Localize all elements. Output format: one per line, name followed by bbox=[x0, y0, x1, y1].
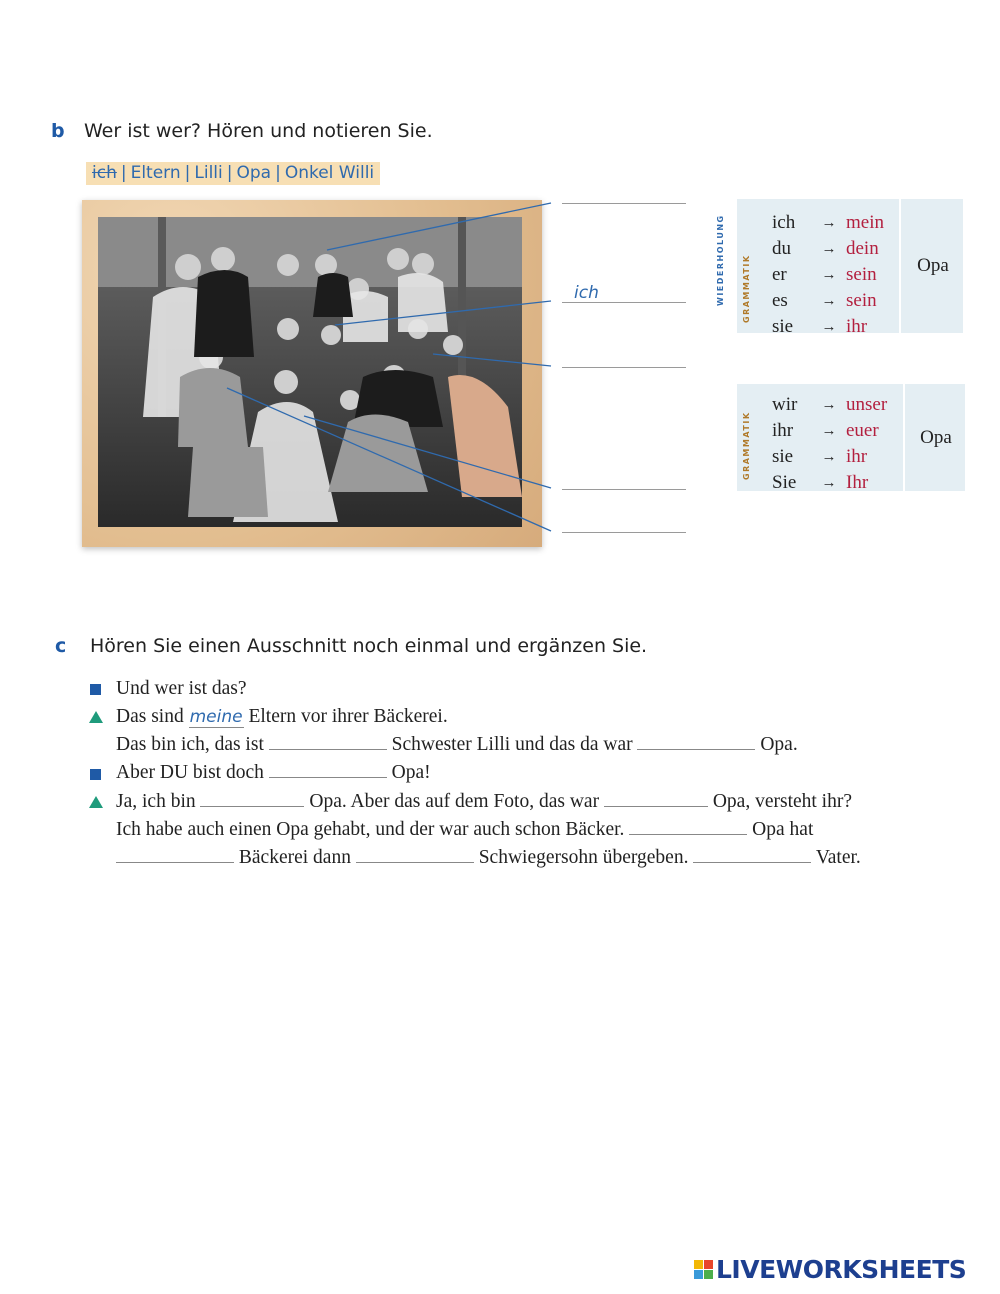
word-bank-item: Opa bbox=[236, 163, 272, 183]
grammar-row: ihr → euer bbox=[772, 420, 879, 441]
grammar-row: es → sein bbox=[772, 290, 877, 311]
dialog-line: Und wer ist das? bbox=[116, 678, 247, 699]
dialog-line: Ja, ich bin Opa. Aber das auf dem Foto, das war Opa, versteht ihr? bbox=[116, 788, 852, 816]
pointer-line bbox=[327, 203, 551, 250]
fill-blank[interactable] bbox=[693, 844, 811, 863]
word-bank-item: Eltern bbox=[130, 163, 181, 183]
dialog-line: Das bin ich, das ist Schwester Lilli und das da war Opa. bbox=[116, 731, 798, 759]
fill-blank[interactable] bbox=[269, 759, 387, 778]
logo-icon bbox=[694, 1260, 713, 1279]
fill-blank[interactable] bbox=[629, 816, 747, 835]
dialog-line: Ich habe auch einen Opa gehabt, und der war auch schon Bäcker. Opa hat bbox=[116, 816, 813, 844]
grammar-row: er → sein bbox=[772, 264, 877, 285]
answer-line-1[interactable] bbox=[562, 203, 686, 204]
grammar-row: du → dein bbox=[772, 238, 879, 259]
noun-opa: Opa bbox=[899, 199, 965, 333]
word-bank-item: Lilli bbox=[194, 163, 223, 183]
grammatik-label: GRAMMATIK bbox=[742, 254, 751, 323]
answer-line-4[interactable] bbox=[562, 489, 686, 490]
fill-blank[interactable] bbox=[116, 844, 234, 863]
grammar-box-plural bbox=[737, 384, 965, 491]
grammar-row: sie → ihr bbox=[772, 446, 868, 467]
fill-blank[interactable] bbox=[637, 731, 755, 750]
noun-opa: Opa bbox=[903, 384, 967, 491]
pointer-line bbox=[335, 301, 551, 325]
logo-text: LIVEWORKSHEETS bbox=[716, 1255, 967, 1284]
dialog-line: Aber DU bist doch Opa! bbox=[116, 759, 431, 787]
wiederholung-label: WIEDERHOLUNG bbox=[716, 214, 725, 306]
answer-line-5[interactable] bbox=[562, 532, 686, 533]
grammar-row: sie → ihr bbox=[772, 316, 868, 337]
speaker-b-triangle-icon bbox=[89, 796, 103, 808]
dialog-line: Das sind meine Eltern vor ihrer Bäckerei. bbox=[116, 706, 448, 727]
grammar-row: Sie → Ihr bbox=[772, 472, 869, 493]
section-c-title: Hören Sie einen Ausschnitt noch einmal und ergänzen Sie. bbox=[90, 635, 648, 657]
liveworksheets-logo bbox=[694, 1255, 966, 1284]
grammar-row: wir → unser bbox=[772, 394, 888, 415]
answer-line-3[interactable] bbox=[562, 367, 686, 368]
possessive-table bbox=[752, 211, 906, 341]
grammar-box-singular bbox=[737, 199, 963, 337]
answer-handwriting: ich bbox=[574, 283, 599, 303]
fill-blank[interactable] bbox=[604, 788, 708, 807]
section-b-title: Wer ist wer? Hören und notieren Sie. bbox=[84, 120, 433, 142]
filled-blank[interactable]: meine bbox=[189, 707, 243, 727]
section-c-letter: c bbox=[55, 635, 67, 657]
word-bank-item: ich bbox=[92, 163, 117, 183]
possessive-table bbox=[752, 393, 906, 497]
speaker-a-square-icon bbox=[90, 769, 101, 780]
word-bank-item: Onkel Willi bbox=[284, 163, 375, 183]
pointer-line bbox=[433, 354, 551, 366]
word-bank: ich | Eltern | Lilli | Opa | Onkel Willi bbox=[86, 162, 380, 185]
fill-blank[interactable] bbox=[200, 788, 304, 807]
grammatik-label: GRAMMATIK bbox=[742, 411, 751, 480]
fill-blank[interactable] bbox=[269, 731, 387, 750]
section-b-letter: b bbox=[51, 120, 65, 142]
speaker-a-square-icon bbox=[90, 684, 101, 695]
dialog-line: Bäckerei dann Schwiegersohn übergeben. Vater. bbox=[116, 844, 861, 872]
speaker-b-triangle-icon bbox=[89, 711, 103, 723]
pointer-line bbox=[227, 388, 551, 531]
grammar-row: ich → mein bbox=[772, 212, 884, 233]
fill-blank[interactable] bbox=[356, 844, 474, 863]
